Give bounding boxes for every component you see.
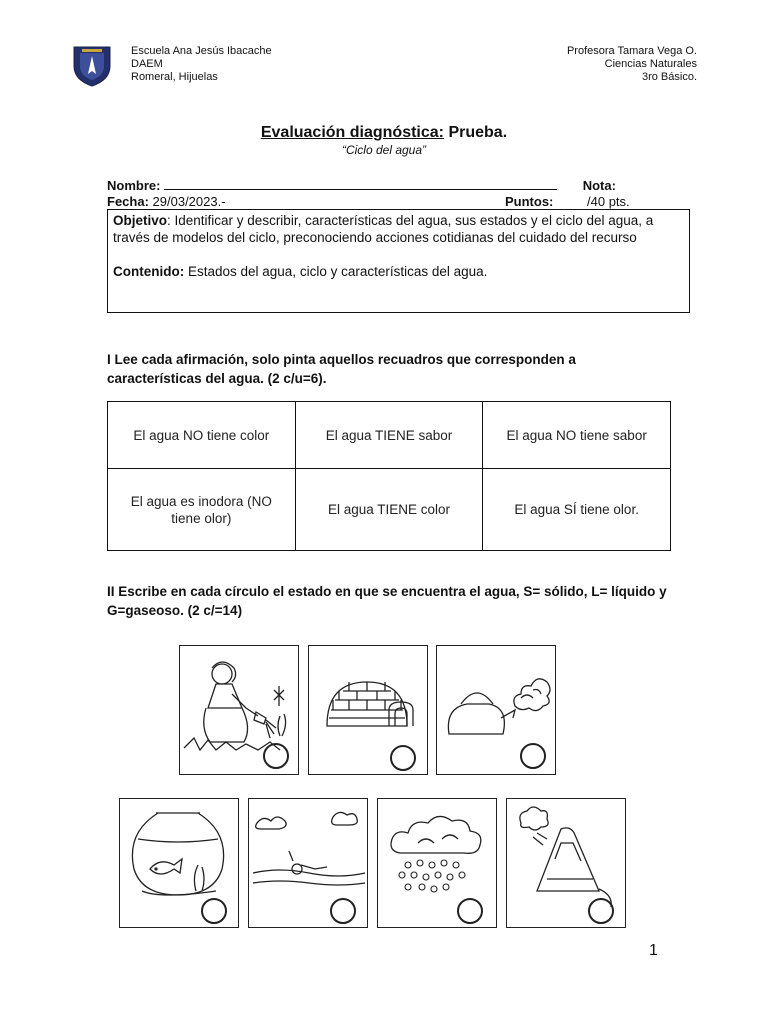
steam-iron-icon (507, 799, 627, 929)
girl-watering-plants-icon (180, 646, 300, 776)
teacher-info (470, 45, 697, 84)
date-row (107, 194, 226, 209)
picture-steam-iron (506, 798, 626, 928)
name-row (107, 177, 697, 193)
subject-name: Ciencias Naturales (604, 58, 697, 70)
contenido-label: Contenido: (113, 264, 185, 279)
steaming-kettle-icon (437, 646, 557, 776)
objetivo-text: : Identificar y describir, características del agua, sus estados y el ciclo del agua, a través de modelos del ciclo, preconociendo acciones cotidianas del cuidado del recurso (113, 213, 654, 245)
page-number: 1 (649, 942, 658, 959)
swimmer-icon (249, 799, 369, 929)
page-title (0, 124, 768, 142)
picture-girl-watering (179, 645, 299, 775)
picture-igloo (308, 645, 428, 775)
grade-level: 3ro Básico. (641, 71, 697, 83)
teacher-name: Profesora Tamara Vega O. (566, 45, 697, 57)
table-cell[interactable]: El agua es inodora (NO tiene olor) (108, 469, 296, 551)
puntos-value: /40 pts. (587, 194, 630, 209)
objective-box (107, 209, 690, 313)
question-2: II Escribe en cada círculo el estado en que se encuentra el agua, S= sólido, L= líquido y G=gaseoso. (2 c/=14) (107, 584, 667, 618)
characteristics-table (107, 401, 671, 551)
table-cell[interactable]: El agua NO tiene sabor (483, 402, 671, 469)
fecha-value: 29/03/2023.- (152, 194, 226, 209)
contenido-paragraph (113, 263, 684, 280)
objetivo-label: Objetivo (113, 213, 168, 228)
hail-cloud-icon (378, 799, 498, 929)
school-location: Romeral, Hijuelas (131, 71, 218, 83)
points-row (505, 194, 630, 209)
school-dept: DAEM (131, 58, 163, 70)
picture-hail-cloud (377, 798, 497, 928)
picture-swimmer (248, 798, 368, 928)
question-1: I Lee cada afirmación, solo pinta aquellos recuadros que corresponden a características del agua. (2 c/u=6). (107, 352, 576, 386)
igloo-icon (309, 646, 429, 776)
puntos-label: Puntos: (505, 194, 554, 209)
table-cell[interactable]: El agua TIENE sabor (295, 402, 483, 469)
nombre-field[interactable] (164, 177, 557, 190)
nombre-label: Nombre: (107, 178, 161, 193)
fishbowl-icon (120, 799, 240, 929)
contenido-text: Estados del agua, ciclo y características del agua. (184, 264, 488, 279)
table-cell[interactable]: El agua SÍ tiene olor. (483, 469, 671, 551)
school-name: Escuela Ana Jesús Ibacache (131, 45, 272, 57)
title-underlined: Evaluación diagnóstica: (260, 124, 444, 141)
objective-paragraph (113, 212, 684, 246)
school-info (131, 45, 272, 84)
page-subtitle: “Ciclo del agua” (341, 143, 427, 157)
picture-fishbowl (119, 798, 239, 928)
table-cell[interactable]: El agua TIENE color (295, 469, 483, 551)
fecha-label: Fecha: (107, 194, 149, 209)
table-cell[interactable]: El agua NO tiene color (108, 402, 296, 469)
school-logo (72, 44, 112, 88)
nota-label: Nota: (582, 178, 616, 193)
picture-kettle (436, 645, 556, 775)
title-rest: Prueba. (444, 124, 508, 141)
